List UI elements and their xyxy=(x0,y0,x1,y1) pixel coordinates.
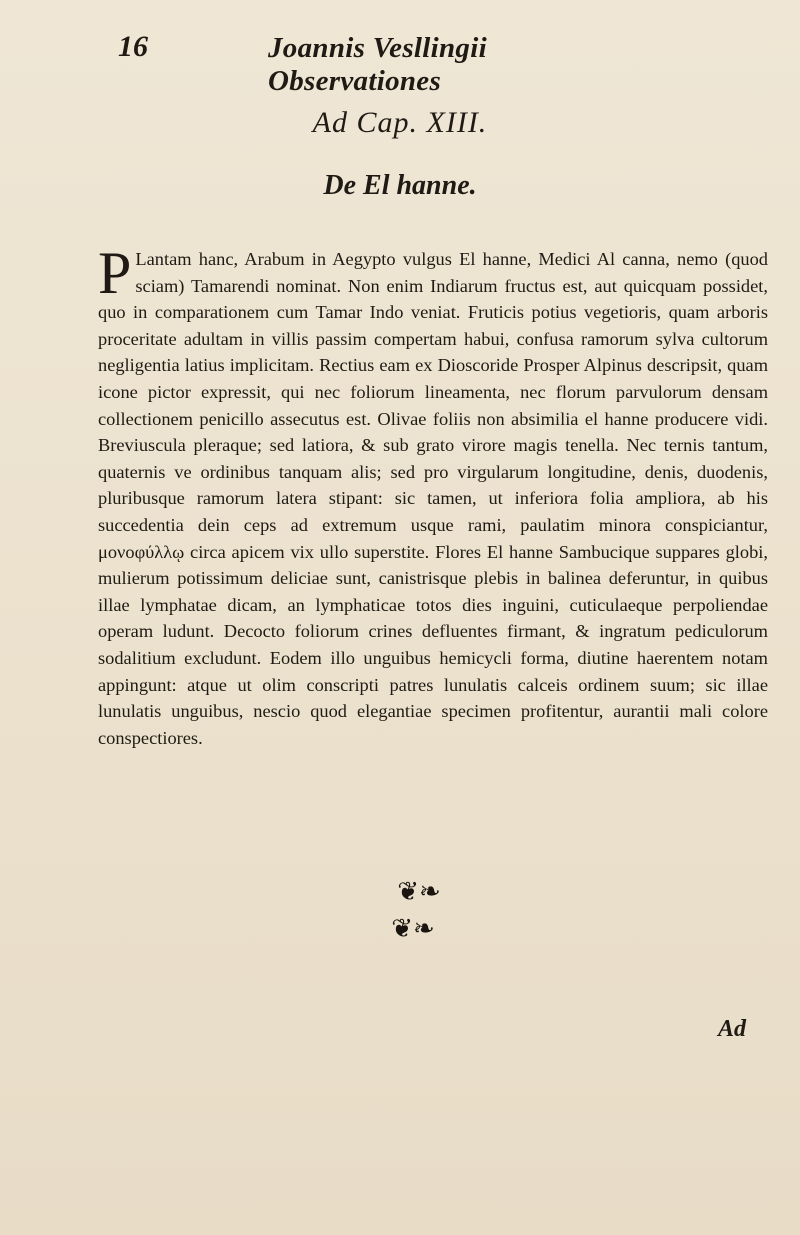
running-title: Joannis Vesllingii Observationes xyxy=(268,32,487,97)
section-title: De El hanne. xyxy=(323,170,477,201)
page-number: 16 xyxy=(118,30,148,63)
paragraph-text: Lantam hanc, Arabum in Aegypto vulgus El hanne, Medici Al canna, nemo (quod sciam) Tamarendi nominat. Non enim Indiarum fructus est, aut quicquam possidet, quo in comparationem cum Tamar Indo veniat. Fruticis potius vegetioris, quam arboris proceritate adultam in villis passim compertam habui, confusa ramorum sylva cultorum negligentia latius implicitam. Rectius eam ex Dioscoride Prosper Alpinus descripsit, quam icone pictor expressit, qui nec foliorum lineamenta, nec florum parvulorum densam collectionem penicillo assecutus est. Olivae foliis non absimilia el hanne producere vidi. Breviuscula pleraque; sed latiora, & sub grato virore magis tenella. Nec ternis tantum, quaternis ve ordinibus tanquam alis; sed pro virgularum longitudine, denis, duodenis, pluribusque ramorum latera stipant: sic tamen, ut inferiora folia ampliora, ab his succedentia dein ceps ad extremum usque rami, paulatim minora conspiciantur, μονοφύλλῳ circa apicem vix ullo superstite. Flores El hanne Sambucique suppares globi, mulierum potissimum deliciae sunt, canistrisque plebis in balinea deferuntur, in quibus illae lymphatae dicam, an lymphaticae totos dies inguini, cuticulaeque perpoliendae operam ludunt. Decocto foliorum crines defluentes firmant, & ingratum pediculorum sodalitium excludunt. Eodem illo unguibus hemicycli forma, diutine haerentem notam appingunt: atque ut olim conscripti patres lunulatis calceis ordinem suum; sic illae lunulatis unguibus, nescio quod elegantiae specimen profitentur, aurantii mali colore conspectiores. xyxy=(98,249,768,748)
catchword: Ad xyxy=(718,1016,747,1042)
page-header xyxy=(118,28,658,97)
ornament-icon: ❦❧ xyxy=(391,914,435,943)
ornament-icon: ❦❧ xyxy=(397,877,441,906)
chapter-heading: Ad Cap. XIII. xyxy=(312,106,488,139)
body-paragraph xyxy=(98,240,768,751)
drop-cap: P xyxy=(98,240,132,306)
